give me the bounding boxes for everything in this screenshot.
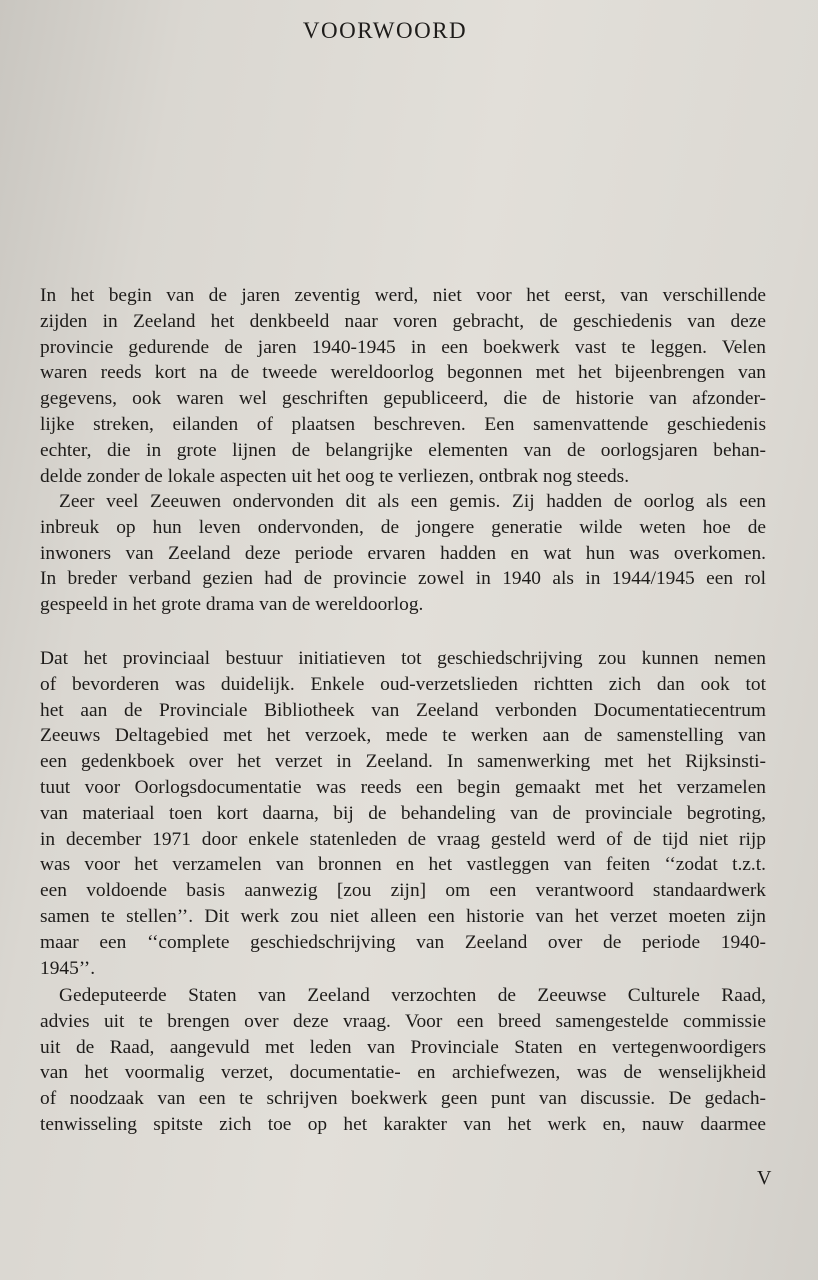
text-line: zijden in Zeeland het denkbeeld naar voren gebracht, de geschiedenis van deze bbox=[40, 310, 766, 332]
text-line: lijke streken, eilanden of plaatsen beschreven. Een samenvattende geschiedenis bbox=[40, 413, 766, 435]
text-line: tenwisseling spitste zich toe op het karakter van het werk en, nauw daarmee bbox=[40, 1113, 766, 1135]
text-line: of bevorderen was duidelijk. Enkele oud-verzetslieden richtten zich dan ook tot bbox=[40, 673, 766, 695]
text-line: provincie gedurende de jaren 1940-1945 in een boekwerk vast te leggen. Velen bbox=[40, 336, 766, 358]
text-line: gespeeld in het grote drama van de wereldoorlog. bbox=[40, 594, 424, 616]
text-line: was voor het verzamelen van bronnen en het vastleggen van feiten ‘‘zodat t.z.t. bbox=[40, 854, 766, 876]
text-line: of noodzaak van een te schrijven boekwerk geen punt van discussie. De gedach- bbox=[40, 1088, 766, 1110]
text-line: inbreuk op hun leven ondervonden, de jongere generatie wilde weten hoe de bbox=[40, 516, 766, 538]
text-line: In breder verband gezien had de provincie zowel in 1940 als in 1944/1945 een rol bbox=[40, 568, 766, 590]
text-line: Dat het provinciaal bestuur initiatieven tot geschiedschrijving zou kunnen nemen bbox=[40, 648, 766, 669]
text-line: Zeeuws Deltagebied met het verzoek, mede te werken aan de samenstelling van bbox=[40, 725, 766, 747]
text-line: een gedenkboek over het verzet in Zeeland. In samenwerking met het Rijksinsti- bbox=[40, 751, 766, 773]
text-line: een voldoende basis aanwezig [zou zijn] om een verantwoord standaardwerk bbox=[40, 880, 766, 902]
text-line: maar een ‘‘complete geschiedschrijving van Zeeland over de periode 1940- bbox=[40, 931, 766, 953]
page-number: V bbox=[757, 1167, 772, 1189]
text-line: tuut voor Oorlogsdocumentatie was reeds een begin gemaakt met het verzamelen bbox=[40, 776, 766, 798]
text-line: Zeer veel Zeeuwen ondervonden dit als een gemis. Zij hadden de oorlog als een bbox=[59, 491, 766, 512]
text-line: 1945’’. bbox=[40, 957, 96, 979]
text-line: Gedeputeerde Staten van Zeeland verzochten de Zeeuwse Culturele Raad, bbox=[59, 985, 766, 1006]
text-line: in december 1971 door enkele statenleden de vraag gesteld werd of de tijd niet rijp bbox=[40, 828, 766, 850]
text-line: uit de Raad, aangevuld met leden van Provinciale Staten en vertegenwoordigers bbox=[40, 1036, 766, 1058]
paragraph-1 bbox=[40, 283, 766, 489]
paragraph-4 bbox=[40, 983, 766, 1138]
text-line: waren reeds kort na de tweede wereldoorlog begonnen met het bijeenbrengen van bbox=[40, 362, 766, 384]
text-line: delde zonder de lokale aspecten uit het oog te verliezen, ontbrak nog steeds. bbox=[40, 465, 630, 487]
text-line: In het begin van de jaren zeventig werd, niet voor het eerst, van verschillende bbox=[40, 285, 766, 306]
text-line: gegevens, ook waren wel geschriften gepubliceerd, die de historie van afzonder- bbox=[40, 388, 766, 410]
paragraph-2 bbox=[40, 489, 766, 618]
text-line: van het voormalig verzet, documentatie- en archiefwezen, was de wenselijkheid bbox=[40, 1062, 766, 1084]
text-line: inwoners van Zeeland deze periode ervaren hadden en wat hun was overkomen. bbox=[40, 542, 766, 564]
text-line: advies uit te brengen over deze vraag. Voor een breed samengestelde commissie bbox=[40, 1010, 766, 1032]
paragraph-3 bbox=[40, 646, 766, 981]
text-line: van materiaal toen kort daarna, bij de behandeling van de provinciale begroting, bbox=[40, 802, 766, 824]
text-line: het aan de Provinciale Bibliotheek van Zeeland verbonden Documentatiecentrum bbox=[40, 699, 766, 721]
page-title: VOORWOORD bbox=[302, 18, 468, 43]
text-line: samen te stellen’’. Dit werk zou niet alleen een historie van het verzet moeten zijn bbox=[40, 905, 766, 927]
text-line: echter, die in grote lijnen de belangrijke elementen van de oorlogsjaren behan- bbox=[40, 439, 766, 461]
